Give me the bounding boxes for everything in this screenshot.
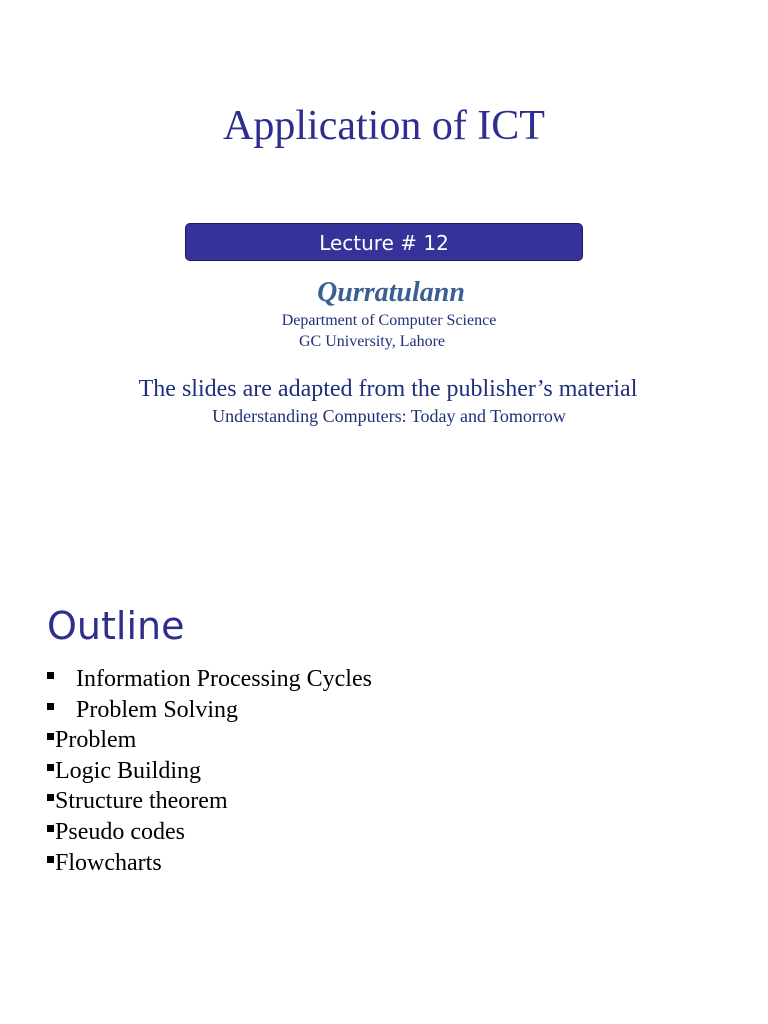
list-item bbox=[47, 848, 372, 879]
square-bullet-icon bbox=[47, 825, 54, 832]
list-item-label: Pseudo codes bbox=[55, 818, 185, 845]
list-item-label: Flowcharts bbox=[55, 849, 162, 876]
list-item bbox=[47, 695, 372, 726]
outline-heading: Outline bbox=[47, 604, 185, 648]
list-item-label: Problem Solving bbox=[76, 696, 239, 723]
slide-title: Application of ICT bbox=[223, 103, 545, 149]
square-bullet-icon bbox=[47, 672, 54, 679]
square-bullet-icon bbox=[47, 703, 54, 710]
square-bullet-icon bbox=[47, 764, 54, 771]
list-item bbox=[47, 725, 372, 756]
list-item bbox=[47, 817, 372, 848]
author-name: Qurratulann bbox=[317, 277, 465, 308]
list-item bbox=[47, 664, 372, 695]
square-bullet-icon bbox=[47, 856, 54, 863]
list-item-label: Problem bbox=[55, 727, 137, 754]
university-text: GC University, Lahore bbox=[298, 333, 446, 350]
list-item bbox=[47, 756, 372, 787]
outline-list bbox=[47, 664, 372, 878]
book-title: Understanding Computers: Today and Tomorrow bbox=[212, 406, 566, 426]
square-bullet-icon bbox=[47, 794, 54, 801]
square-bullet-icon bbox=[47, 733, 54, 740]
list-item bbox=[47, 786, 372, 817]
adapted-note: The slides are adapted from the publisher’s material bbox=[138, 376, 638, 402]
list-item-label: Information Processing Cycles bbox=[76, 666, 372, 692]
department-text: Department of Computer Science bbox=[281, 312, 497, 329]
lecture-number-banner: Lecture # 12 bbox=[185, 223, 583, 261]
list-item-label: Logic Building bbox=[55, 757, 201, 784]
outline-slide bbox=[0, 512, 768, 1024]
list-item-label: Structure theorem bbox=[55, 788, 228, 815]
